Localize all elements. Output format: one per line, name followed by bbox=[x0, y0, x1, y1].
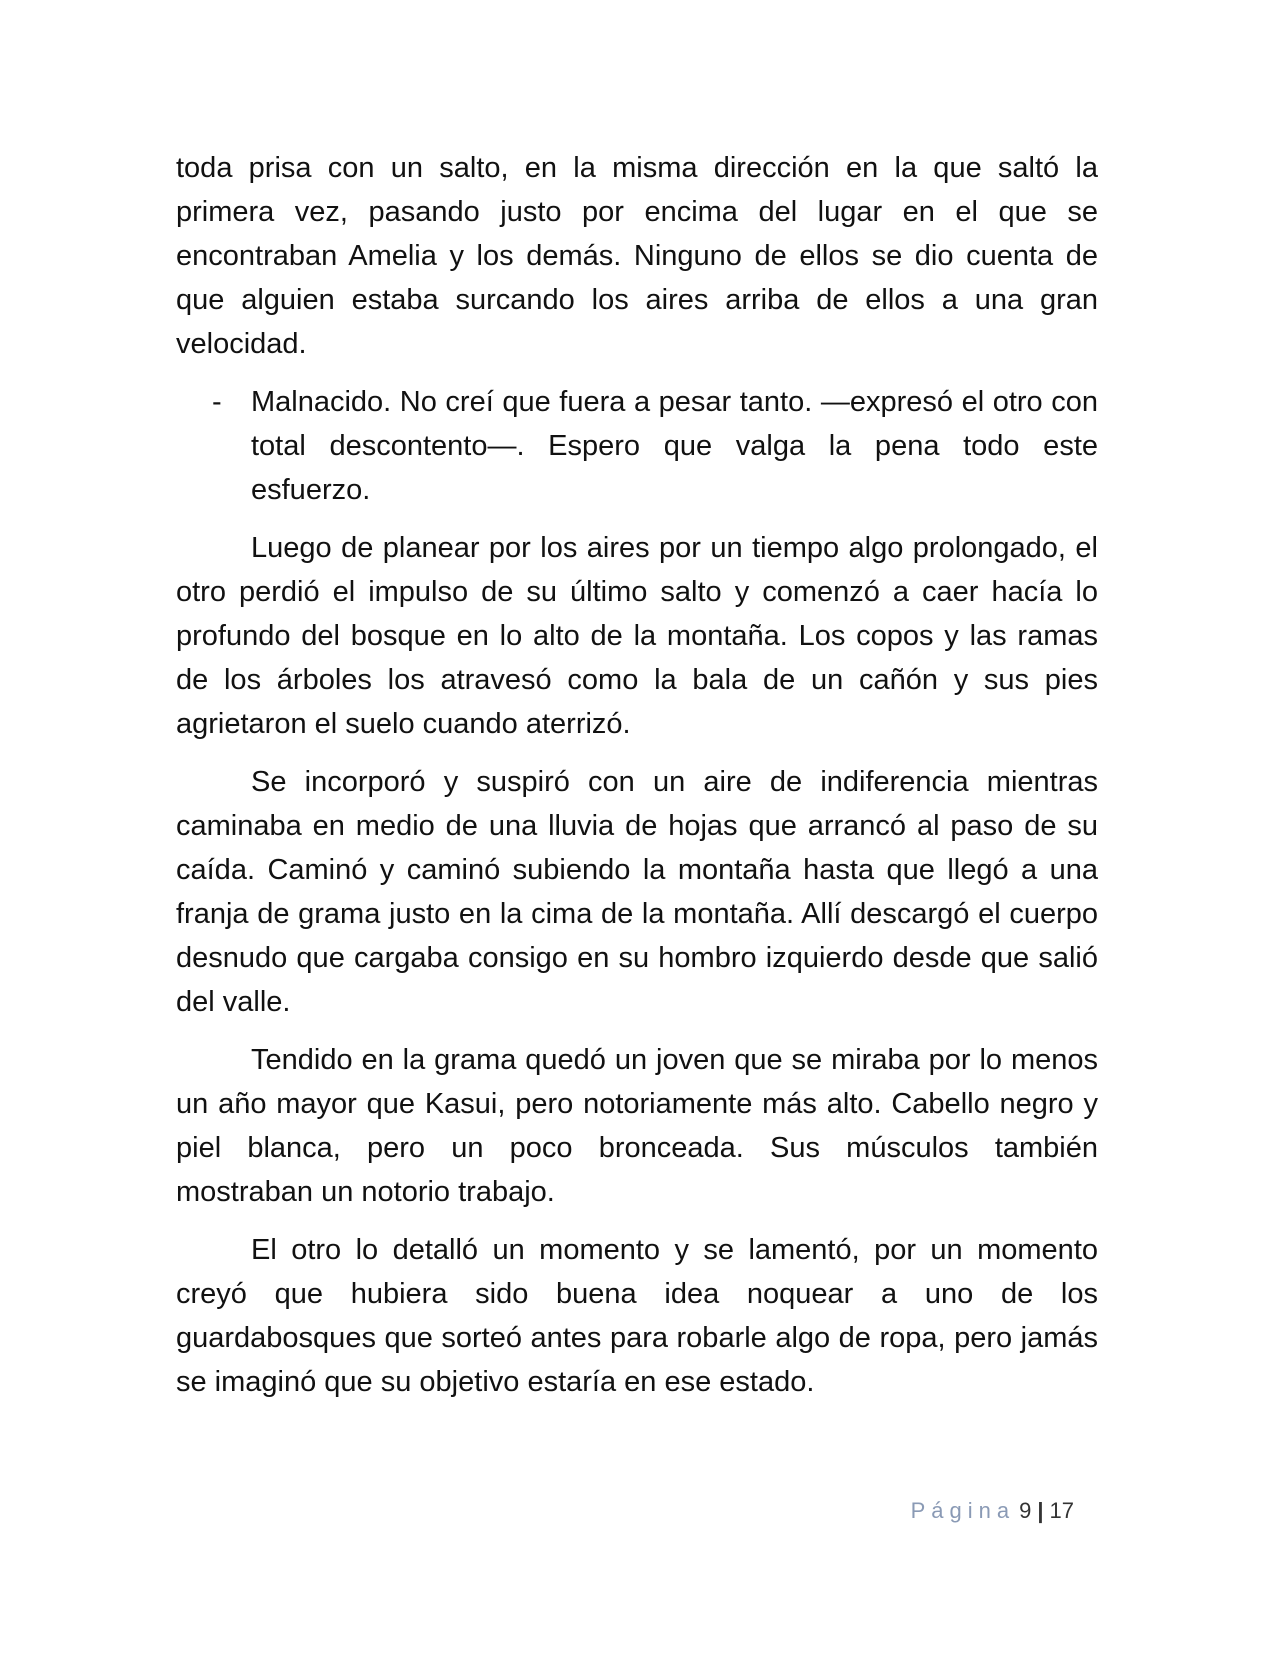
paragraph-1: toda prisa con un salto, en la misma dirección en la que saltó la primera vez, pasando justo por encima del lugar en el que se encontraban Amelia y los demás. Ninguno de ellos se dio cuenta de que alguien estaba surcando los aires arriba de ellos a una gran velocidad. bbox=[176, 152, 1098, 360]
page-label: Página bbox=[910, 1498, 1016, 1523]
paragraph-4: Se incorporó y suspiró con un aire de indiferencia mientras caminaba en medio de una lluvia de hojas que arrancó al paso de su caída. Caminó y caminó subiendo la montaña hasta que llegó a una franja de grama justo en la cima de la montaña. Allí descargó el cuerpo desnudo que cargaba consigo en su hombro izquierdo desde que salió del valle. bbox=[176, 766, 1098, 1018]
dialogue-text: Malnacido. No creí que fuera a pesar tanto. —expresó el otro con total descontento—. Espero que valga la pena todo este esfuerzo. bbox=[251, 386, 1098, 506]
document-body bbox=[176, 146, 1098, 1418]
total-pages: 17 bbox=[1049, 1498, 1074, 1523]
paragraph-3: Luego de planear por los aires por un tiempo algo prolongado, el otro perdió el impulso de su último salto y comenzó a caer hacía lo profundo del bosque en lo alto de la montaña. Los copos y las ramas de los árboles los atravesó como la bala de un cañón y sus pies agrietaron el suelo cuando aterrizó. bbox=[176, 532, 1098, 740]
page-number: 9 bbox=[1019, 1498, 1032, 1523]
paragraph-5: Tendido en la grama quedó un joven que se miraba por lo menos un año mayor que Kasui, pero notoriamente más alto. Cabello negro y piel blanca, pero un poco bronceada. Sus músculos también mostraban un notorio trabajo. bbox=[176, 1044, 1098, 1208]
page-footer bbox=[0, 1498, 1074, 1524]
page-separator: | bbox=[1037, 1498, 1044, 1523]
dialogue-dash: - bbox=[212, 386, 222, 418]
paragraph-6: El otro lo detalló un momento y se lamentó, por un momento creyó que hubiera sido buena idea noquear a uno de los guardabosques que sorteó antes para robarle algo de ropa, pero jamás se imaginó que su objetivo estaría en ese estado. bbox=[176, 1234, 1098, 1398]
dialogue-paragraph bbox=[176, 380, 1098, 512]
